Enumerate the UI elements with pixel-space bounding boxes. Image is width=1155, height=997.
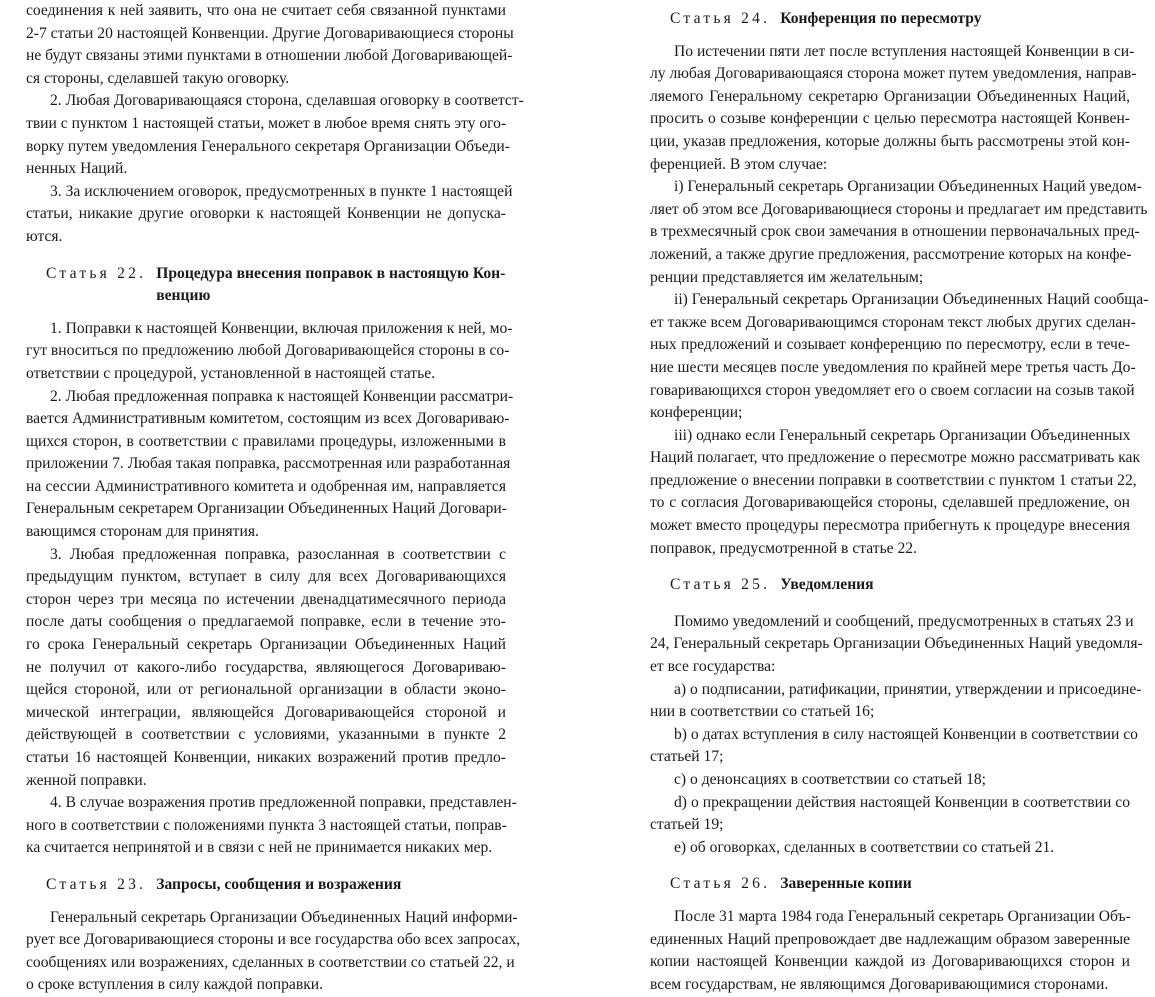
paragraph-art22-p1 [26, 318, 513, 386]
text-line: ляемого Генеральному секретарю Организации Объединенных Наций, [650, 87, 1130, 105]
text-line: 1. Поправки к настоящей Конвенции, включая приложения к ней, мо- [50, 319, 513, 337]
text-line: ции, указав предложения, которые должны быть рассмотрены этой кон- [650, 132, 1130, 150]
text-line: действующей в соответствии с условиями, указанными в пункте 2 [26, 726, 506, 744]
title-line: Процедура внесения поправок в настоящую Кон- [156, 264, 506, 282]
text-line: ответствии с процедурой, установленной в настоящей статье. [26, 364, 436, 382]
text-line: мической интеграции, являющейся Договаривающейся стороной и [26, 703, 506, 721]
text-line: вается Административным комитетом, состоящим из всех Договариваю- [26, 410, 510, 428]
article-label: Статья 26. [670, 875, 771, 893]
list-item-e [650, 837, 1130, 860]
text-line: c) о денонсациях в соответствии со статьей 18; [674, 771, 986, 788]
text-line: Генеральным секретарем Организации Объединенных Наций Договари- [26, 500, 507, 518]
paragraph-art26-p1 [650, 906, 1130, 996]
text-line: iii) однако если Генеральный секретарь Организации Объединенных [674, 426, 1131, 444]
text-line: на сессии Административного комитета и одобренная им, направляется [26, 477, 506, 495]
text-line: то с согласия Договаривающейся стороны, сделавшей предложение, он [650, 494, 1130, 512]
text-line: твии с пунктом 1 настоящей статьи, может в любое время снять эту ого- [26, 114, 507, 132]
text-line: конференции; [650, 404, 743, 422]
text-line: ет все государства: [650, 658, 776, 676]
text-line: 2. Любая Договаривающаяся сторона, сделавшая оговорку в соответст- [50, 92, 524, 110]
text-line: статьей 19; [650, 816, 724, 834]
text-line: 4. В случае возражения против предложенной поправки, представлен- [50, 794, 517, 812]
article-label: Статья 23. [46, 875, 147, 893]
paragraph-art24-iii [650, 425, 1141, 561]
text-line: ренции представляется им желательным; [650, 268, 924, 286]
text-line: ных предложений и созывает конференцию по пересмотру, если в тече- [650, 336, 1130, 354]
text-line: предложение о внесении поправки в соответствии с пунктом 1 статьи 22, [650, 471, 1137, 489]
paragraph-art24-p1 [650, 41, 1137, 177]
text-line: i) Генеральный секретарь Организации Объединенных Наций уведом- [674, 178, 1142, 196]
article-23-heading [46, 874, 506, 897]
paragraph-art23-p1 [26, 907, 521, 997]
text-line: гут вноситься по предложению любой Договаривающейся стороны в со- [26, 342, 510, 360]
text-line: щейся стороной, или от региональной организации в области эконо- [26, 681, 506, 699]
list-item-c [650, 769, 1130, 792]
text-line: может вместо процедуры пересмотра прибегнуть к процедуре внесения [650, 517, 1130, 535]
text-line: a) о подписании, ратификации, принятии, утверждении и присоедине- [674, 680, 1142, 698]
article-title: Конференция по пересмотру [780, 10, 982, 27]
text-line: соединения к ней заявить, что она не считает себя связанной пунктами [26, 2, 506, 19]
text-line: ного в соответствии с положениями пункта 3 настоящей статьи, поправ- [26, 816, 507, 834]
text-line: после даты сообщения о предлагаемой поправке, если в течение это- [26, 613, 506, 631]
text-line: сообщениях или возражениях, сделанных в соответствии со статьей 22, и [26, 953, 515, 971]
text-line: говаривающихся сторон уведомляет его о своем согласии на созыв такой [650, 381, 1135, 399]
article-26-heading [670, 873, 1130, 896]
text-line: всем государствам, не являющимся Договаривающимися сторонами. [650, 975, 1109, 993]
text-line: о сроке вступления в силу каждой поправки. [26, 976, 324, 994]
text-line: в трехмесячный срок свои замечания в отношении первоначальных пред- [650, 223, 1140, 241]
text-line: ние шести месяцев после уведомления по крайней мере третья часть До- [650, 358, 1136, 376]
text-line: рует все Договаривающиеся стороны и все государства обо всех запросах, [26, 931, 521, 949]
article-24-heading [670, 8, 1130, 31]
text-line: единенных Наций препровождает две надлежащим образом заверенные [650, 930, 1130, 948]
article-25-heading [670, 574, 1130, 597]
paragraph-art21-p2 [26, 90, 524, 180]
paragraph-art22-p4 [26, 792, 517, 860]
paragraph-art21-continuation [26, 0, 514, 90]
text-line: 24, Генеральный секретарь Организации Объединенных Наций уведомля- [650, 635, 1143, 653]
text-line: не получил от какого-либо государства, являющегося Договариваю- [26, 658, 506, 676]
text-line: ка считается непринятой и в связи с ней не принимается никаких мер. [26, 839, 493, 857]
paragraph-art24-i [650, 176, 1148, 289]
text-line: не будут связаны этими пунктами в отношении любой Договаривающей- [26, 47, 513, 65]
text-line: поправок, предусмотренной в статье 22. [650, 539, 917, 557]
text-line: ненных Наций. [26, 160, 128, 178]
text-line: b) о датах вступления в силу настоящей Конвенции в соответствии со [674, 725, 1138, 743]
text-line: сторон через три месяца по истечении двенадцатимесячного периода [26, 590, 506, 608]
text-line: щихся сторон, в соответствии с правилами процедуры, изложенными в [26, 432, 506, 450]
article-22-heading [46, 263, 506, 308]
text-line: ляет об этом все Договаривающиеся стороны и предлагает им представить [650, 200, 1148, 218]
article-title: Запросы, сообщения и возражения [156, 875, 402, 893]
text-line: Помимо уведомлений и сообщений, предусмотренных в статьях 23 и [674, 612, 1134, 630]
text-line: 2. Любая предложенная поправка к настоящей Конвенции рассматри- [50, 387, 514, 405]
article-title: Уведомления [780, 576, 874, 594]
text-line: го срока Генеральный секретарь Организации Объединенных Наций [26, 636, 506, 654]
text-line: ются. [26, 227, 63, 245]
text-line: После 31 марта 1984 года Генеральный секретарь Организации Объ- [674, 907, 1131, 925]
text-line: статьей 17; [650, 748, 724, 766]
text-line: d) о прекращении действия настоящей Конвенции в соответствии со [674, 793, 1130, 811]
text-line: просить о созыве конференции с целью пересмотра настоящей Конвен- [650, 110, 1130, 128]
text-line: женной поправки. [26, 771, 147, 789]
left-column [26, 0, 524, 997]
text-line: ii) Генеральный секретарь Организации Объединенных Наций сообща- [674, 291, 1149, 309]
text-line: предыдущим пунктом, вступает в силу для всех Договаривающихся [26, 568, 506, 586]
paragraph-art21-p3 [26, 181, 513, 249]
text-line: статьи, никакие другие оговорки к настоящей Конвенции не допуска- [26, 205, 506, 223]
text-line: приложении 7. Любая такая поправка, рассмотренная или разработанная [26, 455, 511, 473]
text-line: лу любая Договаривающаяся сторона может путем уведомления, направ- [650, 65, 1137, 83]
text-line: По истечении пяти лет после вступления настоящей Конвенции в си- [674, 42, 1135, 60]
text-line: копии настоящей Конвенции каждой из Договаривающихся сторон и [650, 953, 1130, 971]
text-line: Генеральный секретарь Организации Объединенных Наций информи- [50, 908, 518, 926]
text-line: нии в соответствии со статьей 16; [650, 703, 875, 721]
article-title [156, 263, 505, 308]
title-line: венцию [156, 287, 211, 305]
paragraph-art24-ii [650, 289, 1149, 425]
paragraph-art22-p2 [26, 386, 514, 544]
article-label: Статья 25. [670, 576, 771, 594]
list-item-b [650, 724, 1138, 769]
text-line: Наций полагает, что предложение о пересмотре можно рассматривать как [650, 449, 1141, 467]
right-column [650, 0, 1149, 996]
text-line: статьи 16 настоящей Конвенции, никаких возражений против предло- [26, 749, 506, 766]
paragraph-art25-p1 [650, 611, 1143, 679]
text-line: 2-7 статьи 20 настоящей Конвенции. Другие Договаривающиеся стороны [26, 24, 514, 42]
text-line: вающимся сторонам для принятия. [26, 523, 259, 541]
text-line: ворку путем уведомления Генерального секретаря Организации Объеди- [26, 137, 510, 155]
text-line: 3. За исключением оговорок, предусмотренных в пункте 1 настоящей [50, 182, 513, 200]
text-line: ся стороны, сделавшей такую оговорку. [26, 69, 290, 87]
article-title: Заверенные копии [780, 875, 912, 893]
text-line: ференцией. В этом случае: [650, 155, 828, 173]
text-line: 3. Любая предложенная поправка, разосланная в соответствии с [50, 545, 506, 563]
text-line: ложений, а также другие предложения, рассмотрение которых на конфе- [650, 245, 1132, 263]
paragraph-art22-p3 [26, 544, 506, 793]
text-line: ет также всем Договаривающимся сторонам текст любых других сделан- [650, 313, 1136, 331]
article-label: Статья 22. [46, 264, 147, 282]
article-label: Статья 24. [670, 10, 771, 27]
list-item-d [650, 792, 1130, 837]
text-line: e) об оговорках, сделанных в соответствии со статьей 21. [674, 838, 1055, 856]
list-item-a [650, 679, 1142, 724]
